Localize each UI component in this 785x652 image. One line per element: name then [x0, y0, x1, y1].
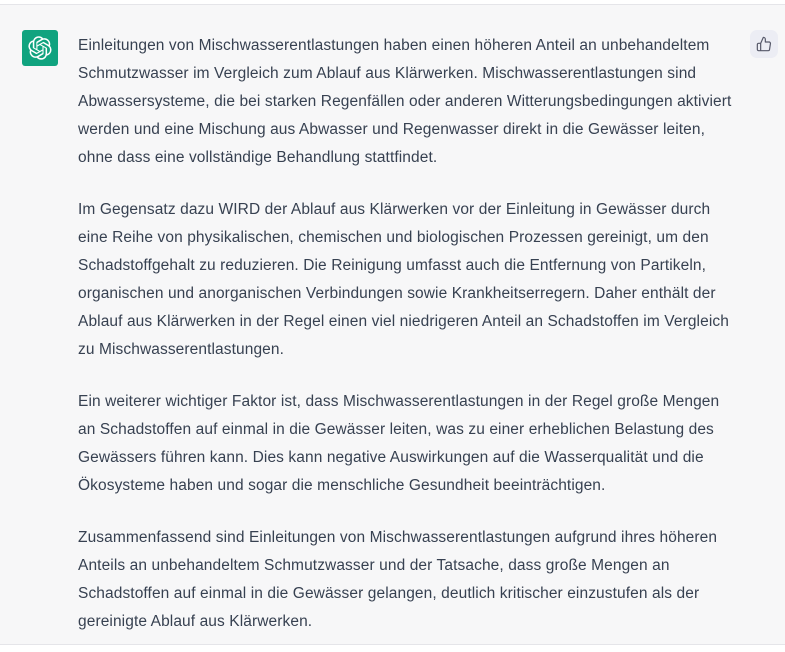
assistant-message — [0, 4, 785, 645]
message-paragraph-4: Zusammenfassend sind Einleitungen von Mischwasserentlastungen aufgrund ihres höheren Anteils an unbehandeltem Schmutzwasser und der Tatsache, dass große Mengen an Schadstoffen auf einmal in die Gewässer gelangen, deutlich kritischer einzustufen als der gereinigte Ablauf aus Klärwerken. — [78, 529, 718, 630]
openai-logo-icon — [28, 36, 52, 60]
message-text — [78, 30, 740, 636]
message-actions — [750, 30, 778, 58]
message-paragraph-3: Ein weiterer wichtiger Faktor ist, dass Mischwasserentlastungen in der Regel große Mengen an Schadstoffen auf einmal in die Gewässer leiten, was zu einer erheblichen Belastung des Gewässers führen kann. Dies kann negative Auswirkungen auf die Wasserqualität und die Ökosysteme haben und sogar die menschliche Gesundheit beeinträchtigen. — [78, 393, 720, 494]
chatgpt-avatar — [22, 30, 58, 66]
thumbs-up-icon — [756, 36, 772, 52]
message-paragraph-1: Einleitungen von Mischwasserentlastungen haben einen höheren Anteil an unbehandeltem Schmutzwasser im Vergleich zum Ablauf aus Klärwerken. Mischwasserentlastungen sind Abwassersysteme, die bei starken Regenfällen oder anderen Witterungsbedingungen aktiviert werden und eine Mischung aus Abwasser und Regenwasser direkt in die Gewässer leiten, ohne dass eine vollständige Behandlung stattfindet. — [78, 37, 732, 166]
message-paragraph-2: Im Gegensatz dazu WIRD der Ablauf aus Klärwerken vor der Einleitung in Gewässer durch eine Reihe von physikalischen, chemischen und biologischen Prozessen gereinigt, um den Schadstoffgehalt zu reduzieren. Die Reinigung umfasst auch die Entfernung von Partikeln, organischen und anorganischen Verbindungen sowie Krankheitserregern. Daher enthält der Ablauf aus Klärwerken in der Regel einen viel niedrigeren Anteil an Schadstoffen im Vergleich zu Mischwasserentlastungen. — [78, 201, 729, 358]
thumbs-up-button[interactable] — [750, 30, 778, 58]
